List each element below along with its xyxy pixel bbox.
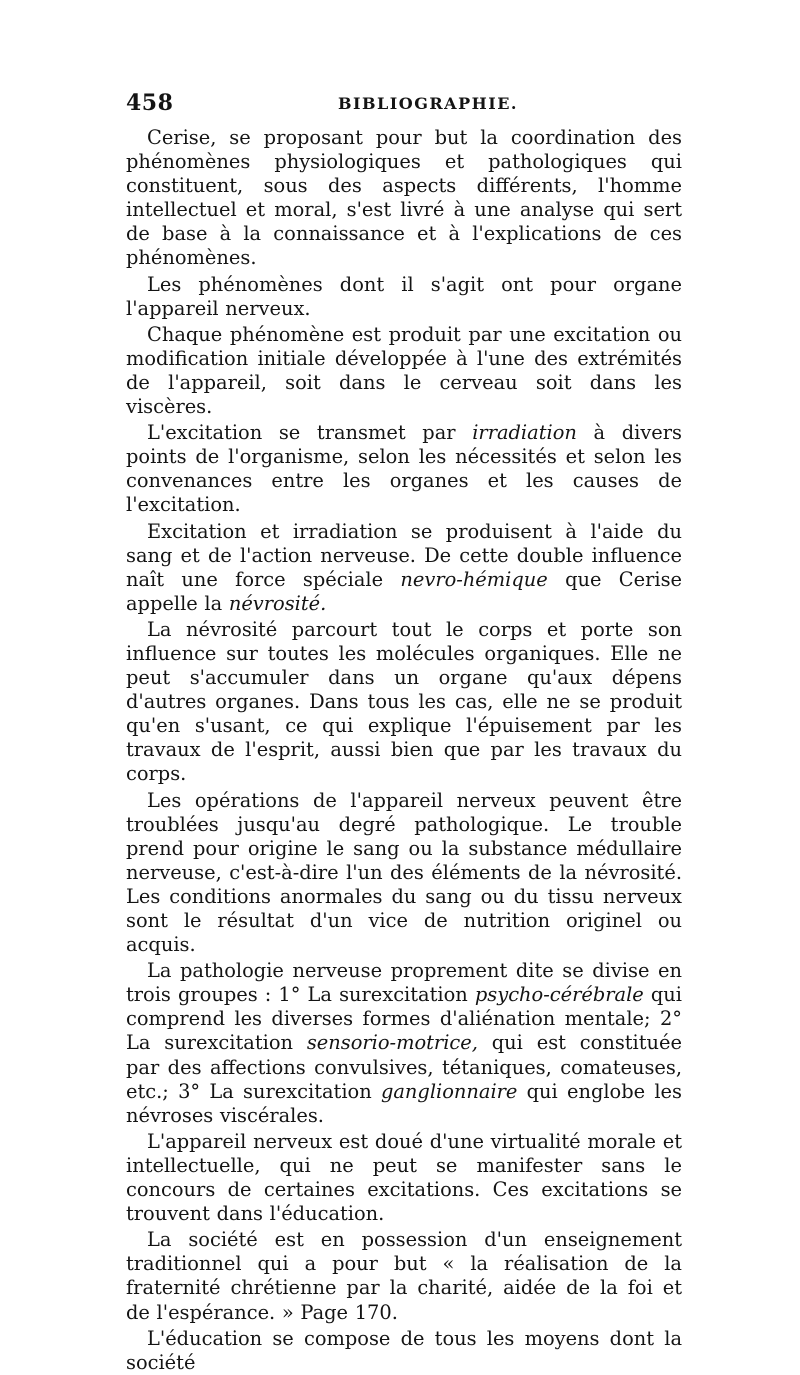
text-run: que Cerise appelle la [126,567,682,615]
running-head [126,90,686,120]
text-run: qui est constituée par des affections convulsives, tétaniques, comateuses, etc.; 3° La surexcitation [126,1031,682,1103]
text-run: Les phénomènes dont il s'agit ont pour organe l'appareil nerveux. [126,272,682,320]
paragraph-4 [126,421,682,517]
text-run: à divers points de l'organisme, selon les nécessités et selon les convenances entre les organes et les causes de l'excitation. [126,421,683,517]
italic-term: irradiation [472,421,577,445]
italic-term: ganglionnaire [380,1079,518,1103]
paragraph-2 [126,273,682,321]
text-run: Chaque phénomène est produit par une excitation ou modification initiale développée à l'une des extrémités de l'appareil, soit dans le cerveau soit dans les viscères. [126,322,682,419]
paragraph-10 [126,1228,682,1324]
paragraph-8 [126,959,682,1128]
text-run: qui englobe les névroses viscérales. [126,1079,682,1127]
text-run: Cerise, se proposant pour but la coordination des phénomènes physiologiques et pathologiques qui constituent, sous des aspects différents, l'homme intellectuel et moral, s'est livré à une analyse qui sert de base à la connaissance et à l'explications de ces phénomènes. [126,126,682,270]
text-run: La névrosité parcourt tout le corps et porte son influence sur toutes les molécules organiques. Elle ne peut s'accumuler dans un organe qu'aux dépens d'autres organes. Dans tous les cas, elle ne se produit qu'en s'usant, ce qui explique l'épuisement par les travaux de l'esprit, aussi bien que par les travaux du corps. [126,617,682,786]
paragraph-6 [126,618,682,787]
paragraph-5 [126,520,682,616]
italic-term: psycho-cérébrale [474,983,644,1007]
text-run: L'appareil nerveux est doué d'une virtualité morale et intellectuelle, qui ne peut se manifester sans le concours de certaines excitations. Ces excitations se trouvent dans l'éducation. [126,1129,682,1226]
text-run: L'éducation se compose de tous les moyens dont la société [126,1326,682,1374]
body-text [126,126,682,1375]
running-title: BIBLIOGRAPHIE. [338,94,518,113]
text-run: Les opérations de l'appareil nerveux peuvent être troublées jusqu'au degré pathologique. Le trouble prend pour origine le sang ou la substance médullaire nerveuse, c'est-à-dire l'un des éléments de la névrosité. Les conditions anormales du sang ou du tissu nerveux sont le résultat d'un vice de nutrition originel ou acquis. [126,788,682,957]
text-run: Excitation et irradiation se produisent à l'aide du sang et de l'action nerveuse. De cette double influence naît une force spéciale [126,519,682,591]
paragraph-11 [126,1327,682,1375]
paragraph-3 [126,323,682,419]
italic-term: névrosité. [228,591,327,615]
text-run: qui comprend les diverses formes d'aliénation mentale; 2° La surexcitation [126,983,682,1055]
text-run: La pathologie nerveuse proprement dite se divise en trois groupes : 1° La surexcitation [126,959,682,1007]
paragraph-7 [126,789,682,958]
text-run: La société est en possession d'un enseignement traditionnel qui a pour but « la réalisation de la fraternité chrétienne par la charité, aidée de la foi et de l'espérance. » Page 170. [126,1228,682,1324]
page-number: 458 [126,90,174,116]
text-run: L'excitation se transmet par [147,421,473,445]
italic-term: sensorio-motrice, [306,1031,478,1055]
italic-term: nevro-hémique [400,567,548,591]
paragraph-1 [126,126,682,271]
paragraph-9 [126,1130,682,1226]
